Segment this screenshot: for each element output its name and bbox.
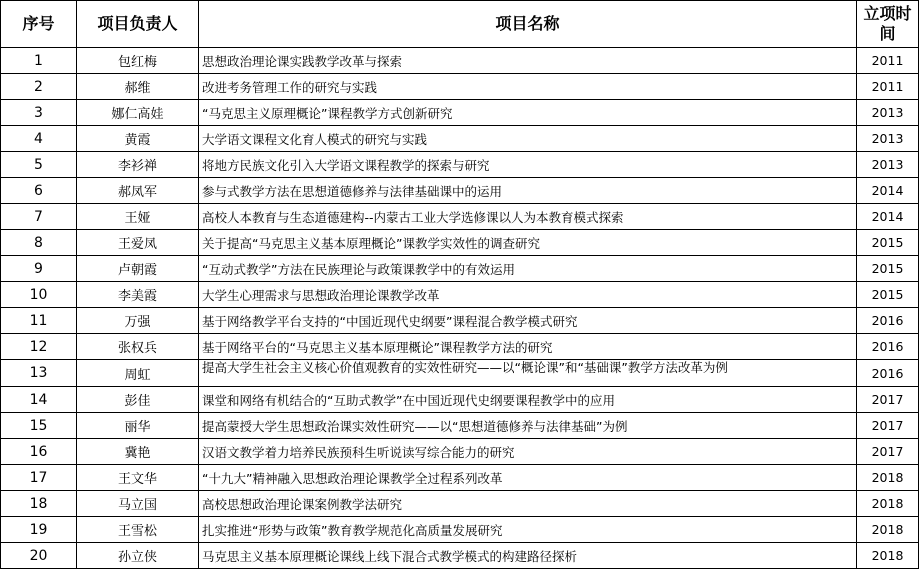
cell-seq: 18 bbox=[1, 491, 77, 517]
cell-project-name: 汉语文教学着力培养民族预科生听说读写综合能力的研究 bbox=[199, 439, 857, 465]
cell-project-name: “互动式教学”方法在民族理论与政策课教学中的有效运用 bbox=[199, 256, 857, 282]
cell-year: 2017 bbox=[857, 439, 919, 465]
cell-year: 2013 bbox=[857, 152, 919, 178]
cell-person: 王娅 bbox=[77, 204, 199, 230]
table-row bbox=[1, 308, 919, 334]
cell-year: 2015 bbox=[857, 256, 919, 282]
cell-year: 2013 bbox=[857, 126, 919, 152]
cell-seq: 8 bbox=[1, 230, 77, 256]
table-row bbox=[1, 465, 919, 491]
cell-seq: 19 bbox=[1, 517, 77, 543]
cell-seq: 15 bbox=[1, 413, 77, 439]
cell-seq: 3 bbox=[1, 100, 77, 126]
cell-person: 王雪松 bbox=[77, 517, 199, 543]
cell-person: 彭佳 bbox=[77, 387, 199, 413]
cell-seq: 20 bbox=[1, 543, 77, 569]
cell-year: 2014 bbox=[857, 178, 919, 204]
cell-project-name: 课堂和网络有机结合的“互助式教学”在中国近现代史纲要课程教学中的应用 bbox=[199, 387, 857, 413]
cell-person: 娜仁高娃 bbox=[77, 100, 199, 126]
cell-seq: 13 bbox=[1, 360, 77, 387]
table-row bbox=[1, 256, 919, 282]
cell-project-name: 马克思主义基本原理概论课线上线下混合式教学模式的构建路径探析 bbox=[199, 543, 857, 569]
cell-person: 丽华 bbox=[77, 413, 199, 439]
header-project-name: 项目名称 bbox=[199, 1, 857, 48]
table-row bbox=[1, 543, 919, 569]
cell-year: 2015 bbox=[857, 230, 919, 256]
cell-project-name: 将地方民族文化引入大学语文课程教学的探索与研究 bbox=[199, 152, 857, 178]
cell-person: 王文华 bbox=[77, 465, 199, 491]
header-seq: 序号 bbox=[1, 1, 77, 48]
cell-year: 2011 bbox=[857, 74, 919, 100]
table-row bbox=[1, 413, 919, 439]
cell-project-name: 高校思想政治理论课案例教学法研究 bbox=[199, 491, 857, 517]
cell-seq: 12 bbox=[1, 334, 77, 360]
table-row bbox=[1, 230, 919, 256]
cell-seq: 17 bbox=[1, 465, 77, 491]
cell-year: 2018 bbox=[857, 517, 919, 543]
cell-seq: 4 bbox=[1, 126, 77, 152]
cell-person: 冀艳 bbox=[77, 439, 199, 465]
cell-year: 2017 bbox=[857, 413, 919, 439]
cell-person: 卢朝霞 bbox=[77, 256, 199, 282]
cell-seq: 5 bbox=[1, 152, 77, 178]
cell-person: 王爱凤 bbox=[77, 230, 199, 256]
cell-project-name: 关于提高“马克思主义基本原理概论”课教学实效性的调查研究 bbox=[199, 230, 857, 256]
table-row bbox=[1, 126, 919, 152]
table-row bbox=[1, 48, 919, 74]
cell-year: 2016 bbox=[857, 308, 919, 334]
cell-project-name: 改进考务管理工作的研究与实践 bbox=[199, 74, 857, 100]
table-row bbox=[1, 204, 919, 230]
table-row bbox=[1, 334, 919, 360]
cell-seq: 1 bbox=[1, 48, 77, 74]
cell-project-name: 提高大学生社会主义核心价值观教育的实效性研究——以“概论课”和“基础课”教学方法改革为例 bbox=[199, 360, 857, 387]
cell-person: 孙立侠 bbox=[77, 543, 199, 569]
cell-project-name: 基于网络教学平台支持的“中国近现代史纲要”课程混合教学模式研究 bbox=[199, 308, 857, 334]
cell-seq: 7 bbox=[1, 204, 77, 230]
cell-person: 郝凤军 bbox=[77, 178, 199, 204]
header-time: 立项时间 bbox=[857, 1, 919, 48]
table-row bbox=[1, 491, 919, 517]
cell-project-name: “马克思主义原理概论”课程教学方式创新研究 bbox=[199, 100, 857, 126]
cell-year: 2011 bbox=[857, 48, 919, 74]
cell-project-name: 高校人本教育与生态道德建构--内蒙古工业大学选修课以人为本教育模式探索 bbox=[199, 204, 857, 230]
cell-project-name: 思想政治理论课实践教学改革与探索 bbox=[199, 48, 857, 74]
header-person: 项目负责人 bbox=[77, 1, 199, 48]
table-row bbox=[1, 74, 919, 100]
cell-year: 2013 bbox=[857, 100, 919, 126]
cell-seq: 10 bbox=[1, 282, 77, 308]
cell-year: 2014 bbox=[857, 204, 919, 230]
cell-seq: 11 bbox=[1, 308, 77, 334]
table-row bbox=[1, 178, 919, 204]
cell-project-name: 扎实推进“形势与政策”教育教学规范化高质量发展研究 bbox=[199, 517, 857, 543]
cell-year: 2018 bbox=[857, 491, 919, 517]
table-row bbox=[1, 387, 919, 413]
cell-person: 马立国 bbox=[77, 491, 199, 517]
table-row bbox=[1, 360, 919, 387]
cell-seq: 16 bbox=[1, 439, 77, 465]
cell-project-name: 大学语文课程文化育人模式的研究与实践 bbox=[199, 126, 857, 152]
cell-year: 2018 bbox=[857, 465, 919, 491]
cell-year: 2016 bbox=[857, 334, 919, 360]
table-row bbox=[1, 152, 919, 178]
header-row bbox=[1, 1, 919, 48]
table-body bbox=[1, 48, 919, 569]
cell-person: 李美霞 bbox=[77, 282, 199, 308]
cell-person: 黄霞 bbox=[77, 126, 199, 152]
cell-project-name: 参与式教学方法在思想道德修养与法律基础课中的运用 bbox=[199, 178, 857, 204]
table-row bbox=[1, 439, 919, 465]
cell-year: 2018 bbox=[857, 543, 919, 569]
cell-seq: 6 bbox=[1, 178, 77, 204]
table-row bbox=[1, 282, 919, 308]
cell-seq: 2 bbox=[1, 74, 77, 100]
table-row bbox=[1, 517, 919, 543]
cell-seq: 9 bbox=[1, 256, 77, 282]
cell-person: 郝维 bbox=[77, 74, 199, 100]
cell-person: 万强 bbox=[77, 308, 199, 334]
cell-person: 包红梅 bbox=[77, 48, 199, 74]
cell-project-name: 大学生心理需求与思想政治理论课教学改革 bbox=[199, 282, 857, 308]
cell-seq: 14 bbox=[1, 387, 77, 413]
table-row bbox=[1, 100, 919, 126]
cell-project-name: 提高蒙授大学生思想政治课实效性研究——以“思想道德修养与法律基础”为例 bbox=[199, 413, 857, 439]
cell-project-name: “十九大”精神融入思想政治理论课教学全过程系列改革 bbox=[199, 465, 857, 491]
cell-year: 2017 bbox=[857, 387, 919, 413]
cell-year: 2016 bbox=[857, 360, 919, 387]
cell-person: 周虹 bbox=[77, 360, 199, 387]
cell-year: 2015 bbox=[857, 282, 919, 308]
cell-person: 李衫禅 bbox=[77, 152, 199, 178]
cell-project-name: 基于网络平台的“马克思主义基本原理概论”课程教学方法的研究 bbox=[199, 334, 857, 360]
cell-person: 张权兵 bbox=[77, 334, 199, 360]
